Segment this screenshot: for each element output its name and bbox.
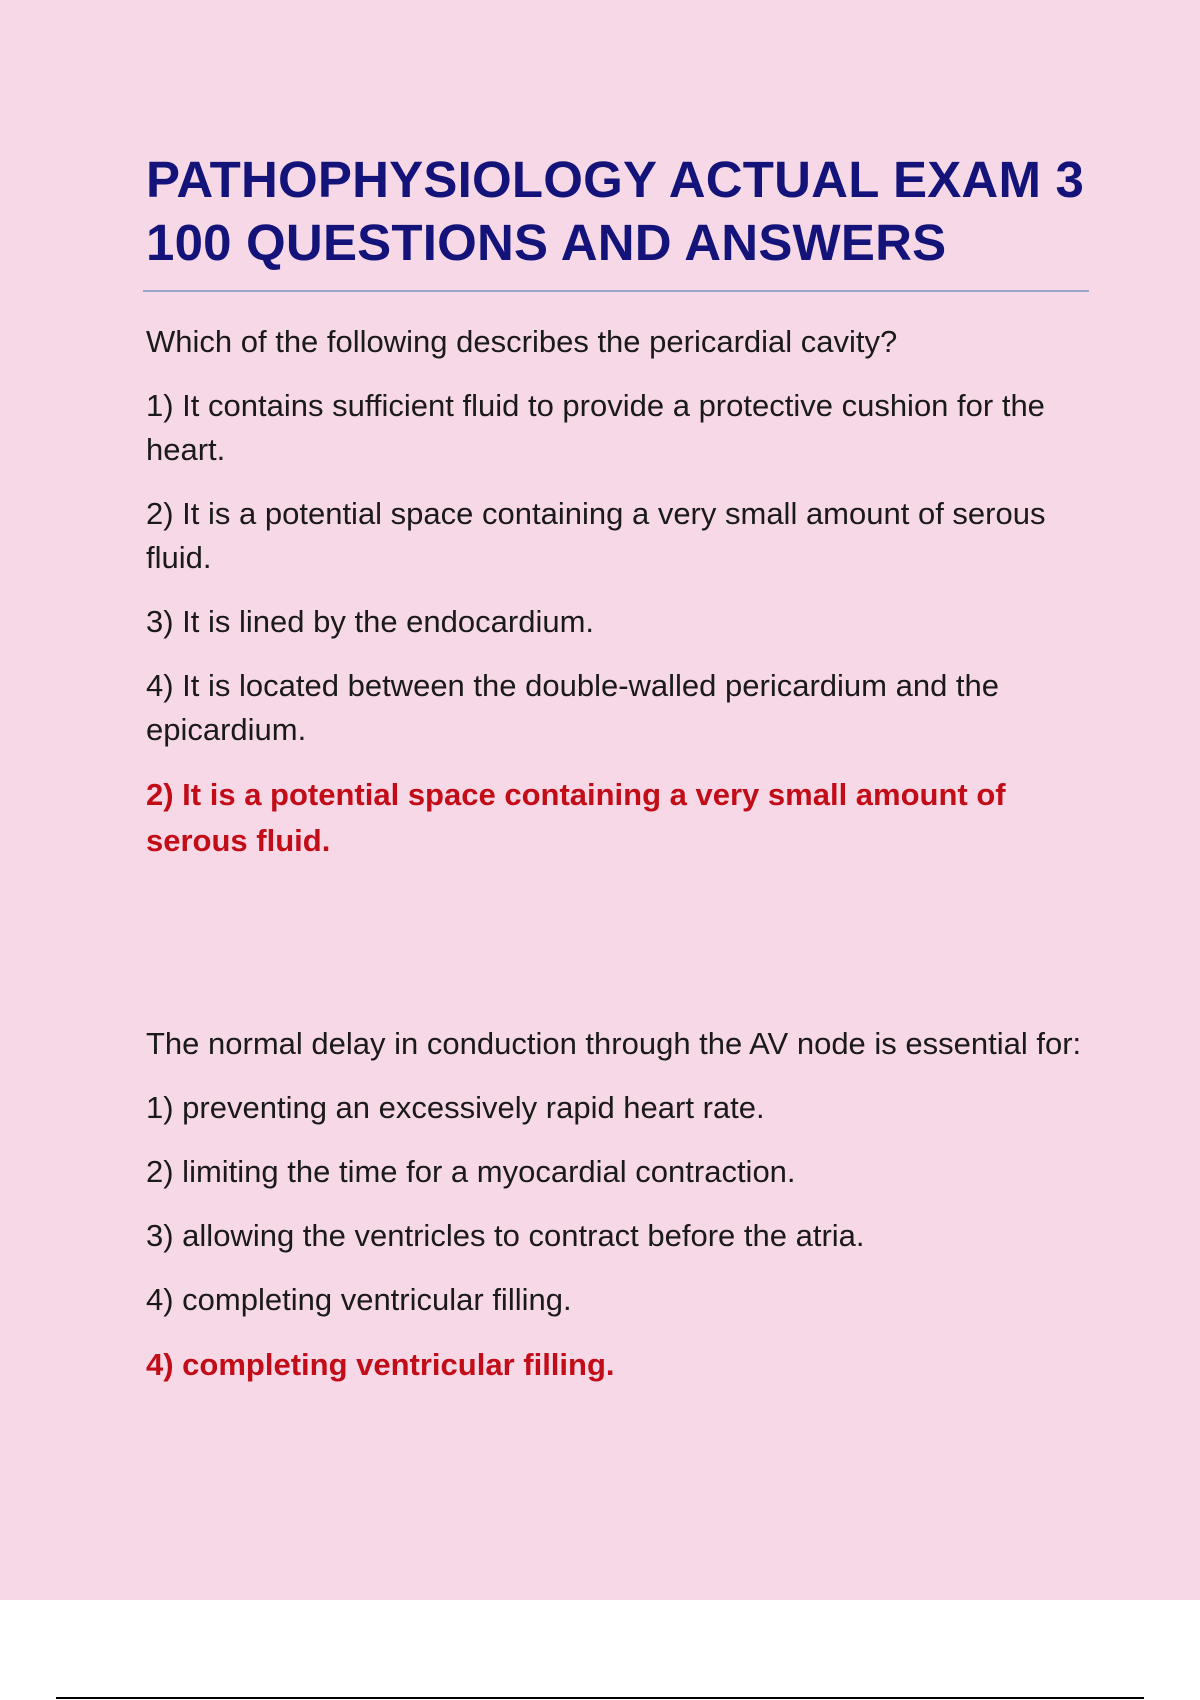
document-content xyxy=(146,148,1092,1388)
question-block-2 xyxy=(146,1022,1092,1388)
question-2-text: The normal delay in conduction through the AV node is essential for: xyxy=(146,1026,1082,1061)
question-1-option-3: 3) It is lined by the endocardium. xyxy=(146,604,595,639)
question-2-option-4: 4) completing ventricular filling. xyxy=(146,1282,572,1317)
question-1-text: Which of the following describes the pericardial cavity? xyxy=(146,324,898,359)
footer-divider xyxy=(56,1697,1144,1699)
question-2-option-2: 2) limiting the time for a myocardial contraction. xyxy=(146,1154,796,1189)
question-block-1 xyxy=(146,320,1092,864)
question-1-option-1: 1) It contains sufficient fluid to provide a protective cushion for the heart. xyxy=(146,388,1045,467)
question-2-answer: 4) completing ventricular filling. xyxy=(146,1347,615,1382)
document-title: PATHOPHYSIOLOGY ACTUAL EXAM 3 100 QUESTIONS AND ANSWERS xyxy=(146,151,1085,271)
question-2-option-1: 1) preventing an excessively rapid heart rate. xyxy=(146,1090,765,1125)
question-1-option-4: 4) It is located between the double-walled pericardium and the epicardium. xyxy=(146,668,1000,747)
question-1-answer: 2) It is a potential space containing a very small amount of serous fluid. xyxy=(146,777,1006,858)
title-divider xyxy=(143,290,1089,292)
question-2-option-3: 3) allowing the ventricles to contract before the atria. xyxy=(146,1218,865,1253)
question-1-option-2: 2) It is a potential space containing a very small amount of serous fluid. xyxy=(146,496,1046,575)
